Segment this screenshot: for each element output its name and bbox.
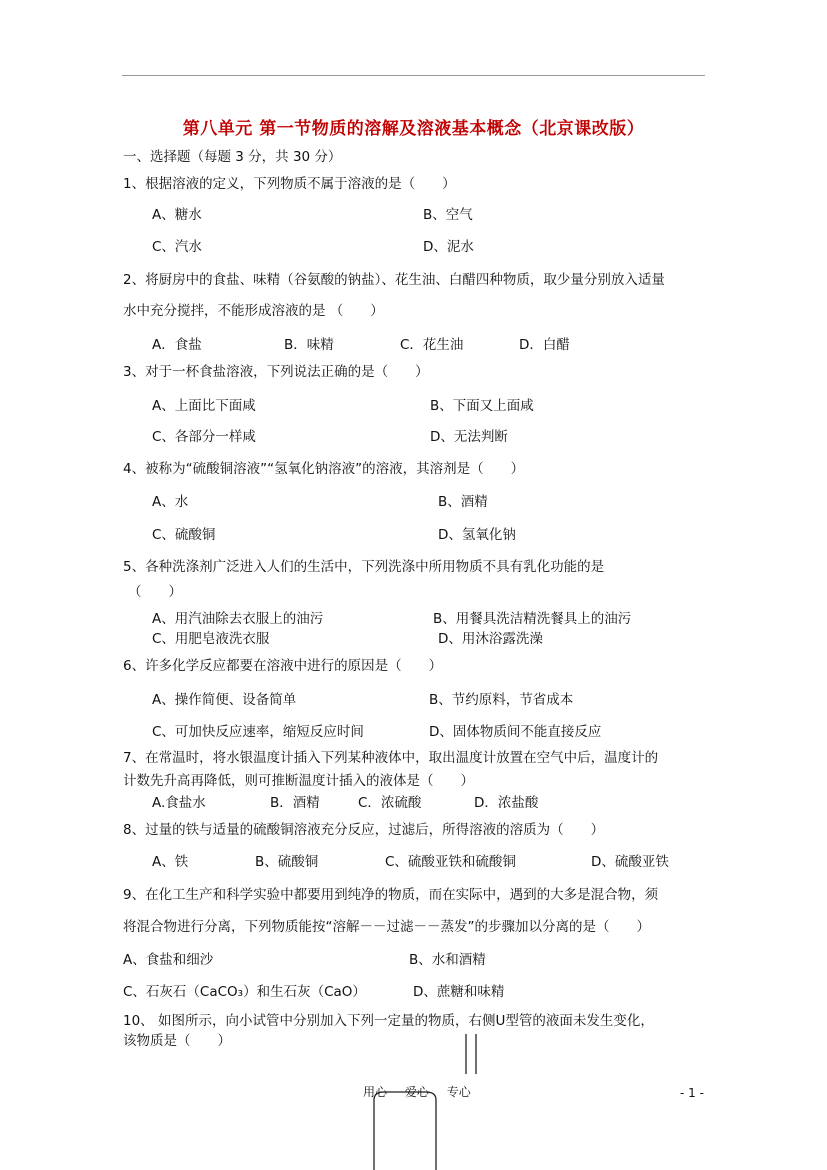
- question-2-stem-line2: 水中充分搅拌，不能形成溶液的是 （ ）: [123, 303, 384, 319]
- q9-option-a: A、食盐和细沙: [123, 952, 214, 968]
- q2-option-d: D．白醋: [519, 337, 570, 353]
- q1-option-d: D、泥水: [423, 239, 474, 255]
- page-title: 第八单元 第一节物质的溶解及溶液基本概念（北京课改版）: [182, 119, 645, 139]
- q8-option-a: A、铁: [152, 854, 189, 870]
- question-8-stem: 8、过量的铁与适量的硫酸铜溶液充分反应，过滤后，所得溶液的溶质为（ ）: [123, 822, 605, 838]
- header-rule: [122, 75, 705, 76]
- footer-item: 爱心: [404, 1085, 429, 1099]
- q8-option-d: D、硫酸亚铁: [591, 854, 669, 870]
- q4-option-c: C、硫酸铜: [152, 527, 216, 543]
- footer-motto: [363, 1083, 485, 1100]
- test-tube-figure: [360, 1034, 450, 1170]
- q4-option-b: B、酒精: [438, 494, 488, 510]
- q3-option-a: A、上面比下面咸: [152, 398, 256, 414]
- q8-option-c: C、硫酸亚铁和硫酸铜: [385, 854, 516, 870]
- q2-option-b: B．味精: [284, 337, 334, 353]
- q5-option-d: D、用沐浴露洗澡: [438, 631, 543, 647]
- q3-option-d: D、无法判断: [430, 429, 508, 445]
- q6-option-b: B、节约原料，节省成本: [429, 692, 574, 708]
- question-5-stem-line2: （ ）: [128, 584, 182, 600]
- page-number: - 1 -: [680, 1086, 704, 1100]
- q7-option-a: A.食盐水: [152, 795, 206, 811]
- q1-option-b: B、空气: [423, 207, 473, 223]
- question-9-stem-line2: 将混合物进行分离，下列物质能按“溶解－－过滤－－蒸发”的步骤加以分离的是（ ）: [123, 919, 650, 935]
- q2-option-a: A．食盐: [152, 337, 202, 353]
- q7-option-b: B．酒精: [270, 795, 320, 811]
- footer-item: 专心: [446, 1085, 471, 1099]
- q5-option-c: C、用肥皂液洗衣服: [152, 631, 270, 647]
- q2-option-c: C．花生油: [400, 337, 464, 353]
- q7-option-d: D．浓盐酸: [474, 795, 539, 811]
- q6-option-a: A、操作简便、设备简单: [152, 692, 297, 708]
- question-3-stem: 3、对于一杯食盐溶液，下列说法正确的是（ ）: [123, 364, 429, 380]
- question-5-stem: 5、各种洗涤剂广泛进入人们的生活中，下列洗涤中所用物质不具有乳化功能的是: [123, 559, 605, 575]
- footer-item: 用心: [363, 1085, 388, 1099]
- q6-option-c: C、可加快反应速率，缩短反应时间: [152, 724, 364, 740]
- q9-option-b: B、水和酒精: [409, 952, 486, 968]
- q3-option-b: B、下面又上面咸: [430, 398, 534, 414]
- question-7-stem: 7、在常温时，将水银温度计插入下列某种液体中，取出温度计放置在空气中后，温度计的: [123, 750, 659, 766]
- question-10-stem-line2: 该物质是（ ）: [123, 1033, 231, 1049]
- question-4-stem: 4、被称为“硫酸铜溶液”“氢氧化钠溶液”的溶液，其溶剂是（ ）: [123, 461, 525, 477]
- q9-option-d: D、蔗糖和味精: [413, 984, 505, 1000]
- q8-option-b: B、硫酸铜: [255, 854, 319, 870]
- q6-option-d: D、固体物质间不能直接反应: [429, 724, 602, 740]
- question-7-stem-line2: 计数先升高再降低，则可推断温度计插入的液体是（ ）: [123, 773, 474, 789]
- question-6-stem: 6、许多化学反应都要在溶液中进行的原因是（ ）: [123, 658, 443, 674]
- question-1-stem: 1、根据溶液的定义，下列物质不属于溶液的是（ ）: [123, 176, 456, 192]
- q5-option-a: A、用汽油除去衣服上的油污: [152, 611, 324, 627]
- question-9-stem: 9、在化工生产和科学实验中都要用到纯净的物质，而在实际中，遇到的大多是混合物，须: [123, 887, 659, 903]
- q1-option-a: A、糖水: [152, 207, 202, 223]
- q4-option-a: A、水: [152, 494, 189, 510]
- q4-option-d: D、氢氧化钠: [438, 527, 516, 543]
- q9-option-c: C、石灰石（CaCO₃）和生石灰（CaO）: [123, 984, 366, 1000]
- section-heading: 一、选择题（每题 3 分，共 30 分）: [123, 149, 342, 165]
- question-10-stem: 10、 如图所示，向小试管中分别加入下列一定量的物质，右侧U型管的液面未发生变化，: [123, 1013, 654, 1029]
- q1-option-c: C、汽水: [152, 239, 202, 255]
- q5-option-b: B、用餐具洗洁精洗餐具上的油污: [433, 611, 632, 627]
- q3-option-c: C、各部分一样咸: [152, 429, 256, 445]
- q7-option-c: C．浓硫酸: [358, 795, 422, 811]
- dropper-tube-icon: [462, 1034, 482, 1074]
- question-2-stem: 2、将厨房中的食盐、味精（谷氨酸的钠盐）、花生油、白醋四种物质，取少量分别放入适量: [123, 272, 665, 288]
